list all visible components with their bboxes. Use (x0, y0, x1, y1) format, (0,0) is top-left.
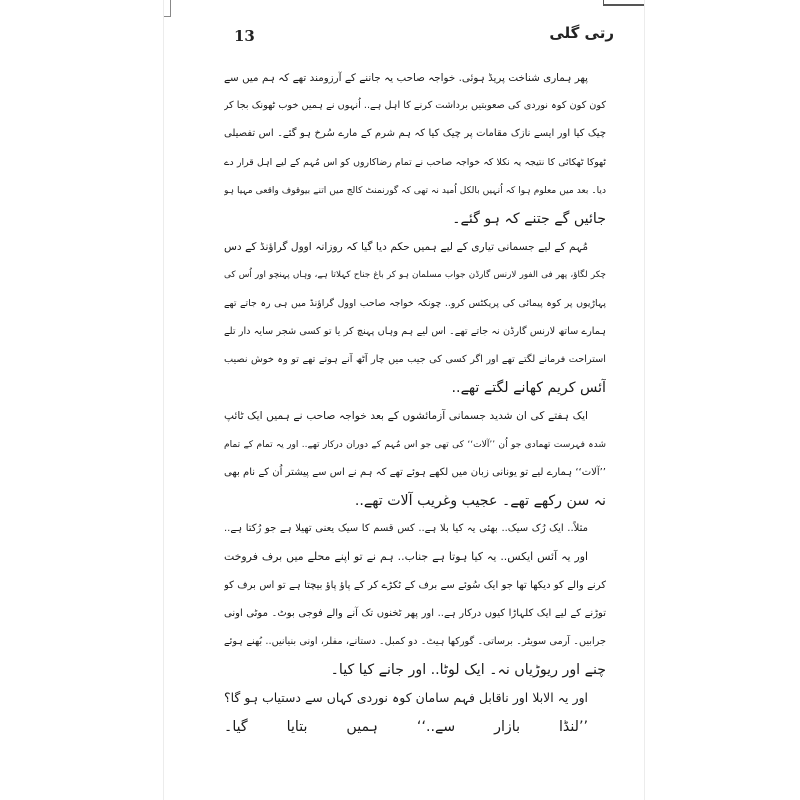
text-line: دیا۔ بعد میں معلوم ہوا کہ اُنہیں بالکل اُمید نہ تھی کہ گورنمنٹ کالج میں اتنے بیوقوف واقعی مہیا ہو (224, 185, 606, 196)
text-line: ہمارے ساتھ لارنس گارڈن نہ جاتے تھے۔ اس لیے ہم وہاں پہنچ کر یا تو کسی شجر سایہ دار تلے (224, 325, 606, 337)
body-text (224, 64, 606, 741)
text-line: ٹھوکا ٹھکائی کا نتیجہ یہ نکلا کہ خواجہ صاحب نے تمام رضاکاروں کو اس مُہم کے لیے اہل قرار دے (224, 156, 606, 168)
text-line: مثلاً.. ایک رُک سیک.. بھئی یہ کیا بلا ہے.. کس قسم کا سیک یعنی تھیلا ہے جو رُکتا ہے.. (224, 523, 588, 535)
text-line: چنے اور ریوڑیاں نہ۔ ایک لوٹا.. اور جانے کیا کیا۔ (330, 662, 606, 679)
book-page (163, 0, 645, 800)
text-line: ایک ہفتے کی ان شدید جسمانی آزمائشوں کے بعد خواجہ صاحب نے ہمیں ایک ٹائپ (224, 410, 588, 423)
text-line: اور یہ آئس ایکس.. یہ کیا ہوتا ہے جناب.. ہم نے تو اپنے محلے میں برف فروخت (224, 550, 588, 564)
text-line: کرنے والے کو دیکھا تھا جو ایک سُوئے سے برف کے ٹکڑے کر کے پاؤ پاؤ بیچتا ہے تو اس برف کو (224, 579, 606, 591)
text-line: ’’لنڈا بازار سے..‘‘ ہمیں بتایا گیا۔ (224, 718, 588, 735)
text-line: جائیں گے جتنے کہ ہو گئے۔ (452, 211, 606, 228)
text-line: پھر ہماری شناخت پریڈ ہوئی. خواجہ صاحب یہ جاننے کے آرزومند تھے کہ ہم میں سے (224, 72, 588, 84)
text-line: کون کون کوہ نوردی کی صعوبتیں برداشت کرنے کا اہل ہے.. اُنہوں نے ہمیں خوب ٹھونک بجا کر (224, 100, 606, 112)
text-line: استراحت فرمانے لگتے تھے اور اگر کسی کی جیب میں چار آٹھ آنے ہوتے تھے تو وہ خوش نصیب (224, 354, 606, 366)
text-line: پہاڑیوں پر کوہ پیمائی کی پریکٹس کرو.. چونکہ خواجہ صاحب اوول گراؤنڈ میں ہی رہ جاتے تھے (224, 297, 606, 309)
scan-edge-mark (603, 0, 644, 6)
scan-edge-mark (164, 0, 171, 17)
text-line: مُہم کے لیے جسمانی تیاری کے لیے ہمیں حکم دیا گیا کہ روزانہ اوول گراؤنڈ کے دس (224, 241, 588, 254)
text-line: جرابیں۔ آرمی سویٹر۔ برساتی۔ گورکھا ہیٹ۔ دو کمبل۔ دستانے، مفلر، اونی بنیانیں.. بُھنے ہوئے (224, 636, 606, 648)
page-number: 13 (234, 27, 255, 45)
text-line: نہ سن رکھے تھے۔ عجیب وغریب آلات تھے.. (354, 493, 606, 510)
text-line: آئس کریم کھانے لگتے تھے.. (451, 380, 606, 397)
text-line: ’’آلات‘‘ ہمارے لیے تو یونانی زبان میں لکھے ہوئے تھے کہ ہم نے اس سے پیشتر اُن کے نام بھی (224, 466, 606, 478)
running-title: رتی گلی (549, 24, 614, 42)
text-line: توڑنے کے لیے ایک کلہاڑا کیوں درکار ہے.. اور پھر ٹخنوں تک آنے والے فوجی بوٹ۔ موٹی اونی (224, 607, 606, 619)
text-line: شدہ فہرست تھمادی جو اُن ’’آلات‘‘ کی تھی جو اس مُہم کے دوران درکار تھے.. اور یہ تمام کے تمام (224, 439, 606, 450)
text-line: چکر لگاؤ، پھر فی الفور لارنس گارڈن جواب مسلمان ہو کر باغ جناح کہلاتا ہے، وہاں پہنچو اور اُس کی (224, 270, 606, 281)
text-line: اور یہ الابلا اور ناقابل فہم سامان کوہ نوردی کہاں سے دستیاب ہو گا؟ (224, 690, 588, 706)
text-line: چیک کیا اور ایسے نازک مقامات پر چیک کیا کہ ہم شرم کے مارے سُرخ ہو گئے۔ اس تفصیلی (224, 128, 606, 140)
